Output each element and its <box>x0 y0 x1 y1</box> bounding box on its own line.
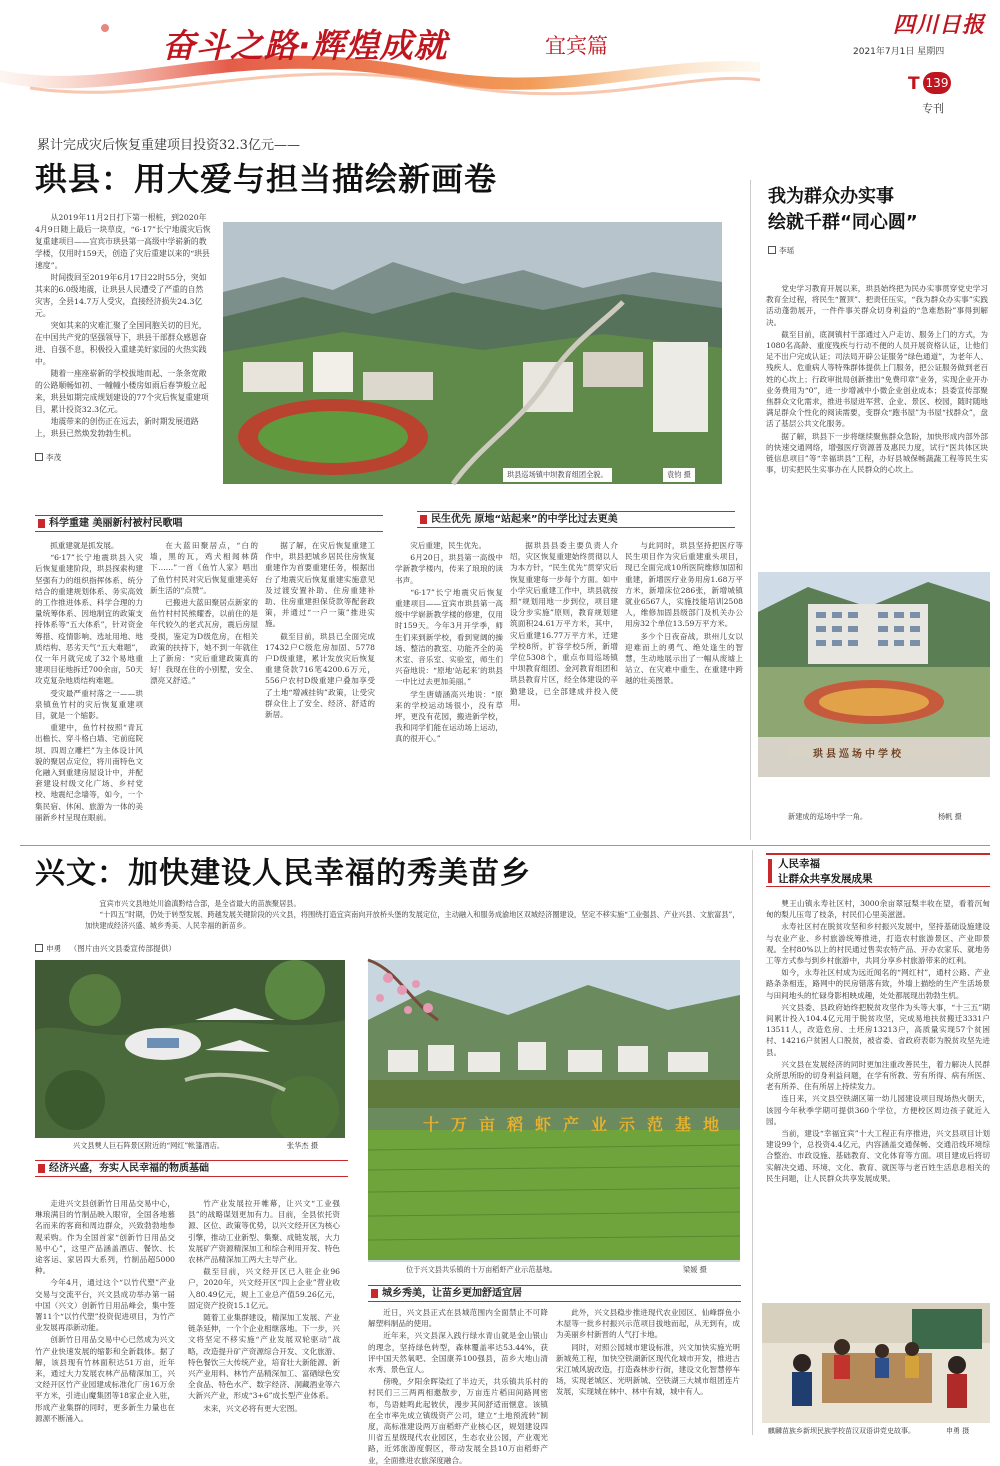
xingwen-section2-heading: 城乡秀美，让苗乡更加舒适宜居 <box>368 1285 741 1302</box>
gongxian-lead-p5: 地震带来的创伤正在远去，新时期发展道路上，珙县已然焕发勃勃生机。 <box>35 417 199 438</box>
gongxian-s2-p3: “6·17”长宁地震灾后恢复重建项目——宜宾市珙县第一高级中学崭新教学楼的修建，仅用时159天。今年3月开学季，师生们来到新学校，看到宽阔的操场、整洁的教室、功能齐全的美术室、音乐室、实验室，师生们兴奋地说：“原地‘站起来’的珙县一中比过去更加美丽。” <box>395 587 503 687</box>
xingwen-photo2 <box>368 960 740 1280</box>
xingwen-sb-p5: 兴文县在发展经济的同时更加注重改善民生，着力解决人民群众所思所盼的切身利益问题，在学有所教、劳有所得、病有所医、老有所养、住有所居上持续发力。 <box>766 1059 990 1092</box>
page-number-badge: 139 <box>923 72 951 94</box>
gongxian-lead-p4: 随着一座座崭新的学校拔地而起、一条条宽敞的公路顺畅如初、一幢幢小楼房如雨后春笋般立起来，珙县如期完成规划建设的77个灾后恢复重建项目，累计投资32.3亿元。 <box>35 369 209 414</box>
xingwen-photo-note: （图片由兴文县委宣传部提供） <box>69 944 176 953</box>
sidebar-body <box>766 283 988 568</box>
gongxian-lead <box>35 212 211 438</box>
gongxian-section2-col3 <box>625 540 743 840</box>
xingwen-s1-p7: 未来，兴文必将有更大宏图。 <box>203 1403 302 1413</box>
sidebar-p1: 党史学习教育开展以来，珙县始终把为民办实事贯穿党史学习教育全过程，将民生“置顶”、把责任压实，“我为群众办实事”实践活动蓬勃展开，一件件事关群众切身利益的“急难愁盼”事得到解决。 <box>766 284 988 327</box>
gongxian-author: 李茂 <box>35 452 61 463</box>
gongxian-s1-p3: 受灾最严重村落之一——珙泉镇鱼竹村的灾后恢复重建项目，就是一个缩影。 <box>35 688 143 721</box>
photo2-banner-text: 十万亩稻虾产业示范基地 <box>423 1115 732 1134</box>
xingwen-sidebar-title-line2: 让群众共享发展成果 <box>778 873 873 885</box>
gongxian-s1-p4: 重建中，鱼竹村按照“青瓦出檐长、穿斗格白墙、宅前庭院坝、四周立雕栏”为主体设计风貌的聚居点定位，将川南特色文化融入到重建房屋设计中，并配套建设村级文化广场、乡村党校、地震纪念墙等，如今，一个集民宿、休闲、旅游为一体的美丽新乡村呈现在眼前。 <box>35 723 143 822</box>
school-building-image <box>758 572 990 834</box>
gongxian-s1-p5: 在大蓝田聚居点，“白的墙，黑的瓦，鸡犬相闻林荫下……”一首《鱼竹人家》唱出了鱼竹村民对灾后恢复重建美好新生活的“点赞”。 <box>150 541 258 595</box>
xingwen-s2-p3: 傍晚，夕阳余晖染红了半边天，共乐镇共乐村的村民们三三两两相邀散步，万亩连片稻田间路网密布，鸟语蛙鸣此起彼伏，漫步其间舒适而惬意。该镇在全市率先成立镇级资产公司，建立“土地预流转”制度，高标准建设两万亩稻虾产业核心区，规划建设四川省五星级现代农业园区，生态农业公园，产业观光路，近郊旅游度假区，带动发展全县10万亩稻虾产业，全面推进农旅深度融合。 <box>368 1377 548 1465</box>
gongxian-lead-p2: 时间拨回至2019年6月17日22时55分，突如其来的6.0级地震，让珙县人民遭受了严重的自然灾害，全县14.7万人受灾，直接经济损失24.3亿元。 <box>35 273 207 318</box>
banner-region: 宜宾篇 <box>545 34 608 58</box>
tent-hotel-image <box>35 960 345 1155</box>
masthead <box>0 0 1000 120</box>
xingwen-sidebar-title-box <box>766 853 990 887</box>
school-gate-text: 珙县巡场中学校 <box>813 749 904 760</box>
xingwen-sb-p6: 连日来，兴文县空铁湖区第一幼儿园建设项目现场热火朝天，该园今年秋季学期可提供360个学位，方便校区周边孩子就近入园。 <box>766 1094 990 1126</box>
gongxian-school-photo-credit: 杨帆 摄 <box>938 812 962 821</box>
xingwen-lead <box>85 898 745 938</box>
title-box-marker <box>768 859 772 883</box>
gongxian-lead-p3: 突如其来的灾难汇聚了全国同胞关切的目光，在中国共产党的坚强领导下，珙县干部群众感恩奋进、自强不息，积极投入重建美好家园的火热实践中。 <box>35 321 207 366</box>
gongxian-s2-p6: 与此同时，珙县坚持把医疗等民生项目作为灾后重建重头项目，现已全面完成10所医院维修加固和重建，新增医疗业务用房1.68万平方米，新增床位286张，新增城镇就业6567人，实施技能培训2508人，维修加固县级部门及机关办公用房32个单位13.59万平方米。 <box>625 541 743 629</box>
xingwen-sb-p4: 兴文县委、县政府始终把脱贫攻坚作为头等大事，“十三五”期间累计投入104.4亿元用于脱贫攻坚，完成易地扶贫搬迁3331户13511人，改造危房、土坯房13213户，高质量实现57个贫困村、14216户贫困人口脱贫，被省委、省政府表彰为脱贫攻坚先进县。 <box>766 1002 990 1057</box>
xingwen-s1-p2: 今年4月，通过这个“以竹代塑”产业交易与交流平台，兴文县成功举办第一届中国（兴文）创新竹日用品峰会，集中签署11个“以竹代塑”投资促进项目，为竹产业发展再添新动能。 <box>35 1278 175 1333</box>
gongxian-section2-heading: 民生优先 原地“站起来”的中学比过去更美 <box>417 511 735 528</box>
gongxian-s1-p6: 已搬进大蓝田聚居点新家的鱼竹村村民熊耀香，以前住的是年代较久的老式瓦房，震后房屋受损，鉴定为D级危房，在相关政策的扶持下，她不到一年就住上了新房：“灾后重建政策真的好！我现在住的小别墅，安全、漂亮又舒适。” <box>150 598 258 686</box>
xingwen-byline <box>35 943 176 954</box>
xingwen-photo3-caption: 麒麟苗族乡新坝民族学校苗汉双语讲党史故事。 <box>768 1427 915 1435</box>
gongxian-section1-heading: 科学重建 美丽新村被村民歌唱 <box>35 515 383 532</box>
xingwen-section1-col1 <box>35 1198 175 1440</box>
gongxian-s2-p5: 据珙县县委主要负责人介绍，灾区恢复重建始终贯彻以人为本方针，“民生优先”贯穿灾后恢复重建每一步每个方面。如中小学灾后重建工作中，珙县就按照“规划用地一步到位，项目建设分步实施”原则，教育规划建筑面积24.61万平方米，其中，灾后重建16.77万平方米，迁建学校8所，扩容学校5所，新增学位5308个，重点布局巡场镇中坝教育组团、金河教育组团和珙县教育片区，经全体建设的辛勤建设，已全部建成并投入使用。 <box>510 541 618 707</box>
gongxian-kicker: 累计完成灾后恢复重建项目投资32.3亿元—— <box>37 138 300 153</box>
xingwen-section1-col2 <box>188 1198 340 1440</box>
xingwen-photo2-credit: 梁媛 摄 <box>683 1265 707 1274</box>
xingwen-author: 申勇 <box>35 944 61 953</box>
gongxian-school-photo <box>758 572 990 834</box>
xingwen-s2-p5: 同时，对照公园城市建设标准，兴文加快实施光明新城苑工程，加快空铁湖新区现代化城市开发，推进古宋江城风貌改造，打造森林步行街，建设文化智慧停车场，实现老城区、光明新城、空铁湖三大城市组团连片发展，实现城在林中、林中有城，城中有人。 <box>556 1342 740 1397</box>
xingwen-photo1-caption: 兴文县僰人巨石阵景区附近的“网红”帐篷酒店。 <box>73 1141 225 1150</box>
xingwen-sb-p7: 当前，建设“幸福宜宾”十大工程正有序推进，兴文县项目计划建设99个，总投资4.4亿元，内容涵盖交通保畅、交通沿线环境综合整治、市政设施、基础教育、文化体育等方面。项目建成后将切实解决交通、环境、文化、教育、就医等与老百姓生活息息相关的民生问题，让人民群众共享发展成果。 <box>766 1129 990 1183</box>
xingwen-sb-p2: 永寿社区村在脱贫攻坚和乡村振兴发展中，坚持基础设施建设与农业产业、乡村旅游统筹推进，打造农村旅游景区、产业即景观。全村80%以上的村民通过售卖农特产品、开办农家乐、就地务工等方式参与到乡村旅游中，共同分享乡村旅游带来的红利。 <box>766 922 990 966</box>
xingwen-sidebar-title-line1: 人民幸福 <box>778 858 820 870</box>
gongxian-s2-p2: 6月20日，珙县第一高级中学新教学楼内，传来了琅琅的读书声。 <box>395 553 503 585</box>
gongxian-section1-col3 <box>265 540 375 840</box>
sidebar-divider <box>750 180 751 840</box>
issue-date: 2021年7月1日 星期四 <box>853 47 945 57</box>
gongxian-lead-p1: 从2019年11月2日打下第一根桩，到2020年4月9日随上最后一块草皮，“6·17”长宁地震灾后恢复重建项目——宜宾市珙县第一高级中学崭新的教学楼，仅用时159天，创造了灾后重建以来的“珙县速度”。 <box>35 213 211 270</box>
gongxian-s1-p8: 截至目前，珙县已全面完成17432户C级危房加固、5778户D级重建，累计发放灾后恢复重建贷款716笔4200.6万元，556户农村D级重建户叠加享受了土地“增减挂钩”政策，让受灾群众住上了安全、经济、舒适的新居。 <box>265 631 375 720</box>
xingwen-headline: 兴文：加快建设人民幸福的秀美苗乡 <box>35 856 531 891</box>
gongxian-school-photo-caption: 新建成的巡场中学一角。 <box>788 812 868 821</box>
xingwen-s1-p6: 随着工业集群建设，精深加工发展、产业链条延伸，一个个企业相继落地。下一步，兴文将坚定不移实施“产业发展双轮驱动”战略，改造提升矿产资源综合开发、文化旅游、特色餐饮三大传统产业，培育壮大新能源、新兴产业用料、林竹产品精深加工、富硒绿色安全食品、特色水产、数字经济、洞藏酒业等六大新兴产业，形成“3+6”成长型产业体系。 <box>188 1313 340 1401</box>
gongxian-s2-p7: 多少个日夜奋战，珙州儿女以迎难而上的勇气、绝处逢生的智慧，生动地展示出了一幅从废墟上站立、在灾难中重生、在重建中跨越的壮美图景。 <box>625 631 743 686</box>
sidebar-title-line1: 我为群众办实事 <box>768 186 894 207</box>
article-divider <box>20 845 990 846</box>
gongxian-landscape-image <box>223 222 722 484</box>
xingwen-photo3-credit: 申勇 摄 <box>946 1427 970 1435</box>
xingwen-s1-p4: 竹产业发展拉开帷幕，让兴文“工业强县”的战略谋划更加有力。目前，全县依托资源、区位、政策等优势，以兴文经开区为核心引擎，推动工业新型、集聚、成链发展，大力发展矿产资源精深加工和综合利用开发、特色农林产品精深加工两大主导产业。 <box>188 1199 340 1265</box>
xingwen-section2-col1 <box>368 1307 548 1465</box>
gongxian-main-photo <box>223 222 722 484</box>
classroom-image <box>762 1303 990 1440</box>
gongxian-s2-p4: 学生唐婧涵高兴地说：“原来的学校运动场很小，没有草坪，更没有花园，搬进新学校，我和同学们能在运动场上运动，真的很开心。” <box>395 689 503 744</box>
gongxian-s1-p2: “6·17”长宁地震珙县入灾后恢复重建阶段，珙县探索构建坚强有力的组织指挥体系、统分结合的重建规划体系、务实高效的工作推进体系、科学合理的力量统筹体系、因地制宜的政策支持体系等“五大体系”，针对资金筹措、疫情影响、选址用地、地质结构、恶劣天气“五大难题”，仅一年月就完成了32个易地重建项目征地拆迁700余亩，50天攻克复杂地质结构难题。 <box>35 553 143 686</box>
xingwen-photo1-credit: 张华杰 摄 <box>287 1141 319 1150</box>
gongxian-section1-col1 <box>35 540 143 840</box>
page-letter: T <box>908 74 920 94</box>
xingwen-lead-p2: “十四五”时期，仍处于转型发展、跨越发展关键阶段的兴文县，将围绕打造宜宾南向开放桥头堡的发展定位，主动融入和服务成渝地区双城经济圈建设，坚定不移实施“工业强县、产业兴县、文旅富县”，加快建成经济兴盛、城乡秀美、人民幸福的新苗乡。 <box>85 910 740 930</box>
xingwen-s2-p4: 此外，兴文县稳步推进现代农业园区、仙峰群鱼小木屋等一批乡村振兴示范项目拔地而起，从无到有，成为美丽乡村新晋的人气打卡地。 <box>556 1308 740 1340</box>
sidebar-p3: 据了解，珙县下一步将继续聚焦群众急盼，加快形成内部外部的快速交通网络，增强医疗资源普及惠民力度，试行“医共体区块链信息项目”等“幸福珙县”工程，办好县城保畅蔬蔬工程等民生实事，切实把民生实事办在人民群众的心坎上。 <box>766 431 988 475</box>
xingwen-section1-heading: 经济兴盛，夯实人民幸福的物质基础 <box>35 1160 348 1177</box>
gongxian-section2-col1 <box>395 540 503 840</box>
gongxian-section1-col2 <box>150 540 258 840</box>
xingwen-sidebar-body <box>766 898 990 1300</box>
xingwen-s2-p1: 近日，兴文县正式在县城范围内全面禁止不可降解塑料制品的使用。 <box>368 1308 548 1329</box>
xingwen-sidebar-divider <box>752 850 753 1435</box>
xingwen-photo1 <box>35 960 345 1155</box>
xingwen-sb-p1: 僰王山镇永寿社区村，3000余亩翠冠梨丰收在望，看着沉甸甸的梨儿压弯了枝条，村民们心里美滋滋。 <box>766 899 990 920</box>
xingwen-s2-p2: 近年来，兴文县深入践行绿水青山就是金山银山的理念，坚持绿色转型，森林覆盖率达53.44%，获评中国天然氧吧、全国康养100强县，苗乡大地山清水秀、景色宜人。 <box>368 1331 548 1375</box>
sidebar-p2: 截至目前，底洞镇村干部通过入户走访、服务上门的方式，为1080名高龄、重度残疾与行动不便的人员开展资格认证，让他们足不出户完成认证；司法局开辟公证服务“绿色通道”，为老年人、残疾人、危重病人等特殊群体提供上门服务，把公证服务做到老百姓的心坎上；行政审批局创新推出“免费印章”业务，实现企业开办业务费用为“0”，进一步增减中小微企业创业成本；县委宣传部聚焦群众文化需求，推进书屋进军营、企业、景区、校园，随时随地满足群众个性化的阅读需要，变群众“跑书屋”为书屋“找群众”，盘活了基层公共文化服务。 <box>766 329 988 429</box>
xingwen-sb-p3: 如今，永寿社区村成为远近闻名的“网红村”，通村公路、产业路条条相连，路网中的民房错落有致，外墙上描绘的生产生活场景与田间地头的忙碌身影相映成趣，处处都展现出勃勃生机。 <box>766 968 990 1000</box>
sidebar-title-line2: 绘就千群“同心圆” <box>768 212 918 233</box>
gongxian-s1-p1: 抓重建就是抓发展。 <box>50 541 119 550</box>
gongxian-main-photo-caption: 珙县巡场镇中坝教育组团全貌。 <box>503 468 612 482</box>
gongxian-headline: 珙县：用大爱与担当描绘新画卷 <box>35 160 498 198</box>
sidebar-author: 李瑶 <box>768 245 794 256</box>
xingwen-lead-p1: 宜宾市兴文县地处川渝滇黔结合部，是全省最大的苗族聚居县。 <box>99 899 301 908</box>
xingwen-s1-p3: 创新竹日用品交易中心已然成为兴文竹产业快速发展的缩影和全新载体。据了解，该县现有竹林面积达51万亩，近年来，通过大力发展农林产品精深加工，兴文经开区竹产业园建成标准化厂房16万余平方米，引进山魔集团等18家企业入驻，形成产业集群的同时，更多新生力量也在源源不断涌入。 <box>35 1335 175 1423</box>
gongxian-main-photo-credit: 袁钧 摄 <box>663 468 695 482</box>
gongxian-section2-col2 <box>510 540 618 840</box>
paper-logo: 四川日报 <box>893 12 986 38</box>
banner-title: 奋斗之路·辉煌成就 <box>162 26 448 65</box>
xingwen-s1-p5: 截至目前，兴文经开区已入驻企业96户，2020年，兴文经开区“四上企业”营业收入80.49亿元，规上工业总产值59.26亿元，固定资产投资15.1亿元。 <box>188 1267 340 1310</box>
gongxian-s2-p1: 灾后重建，民生优先。 <box>410 541 487 550</box>
section-label: 专刊 <box>922 102 944 115</box>
xingwen-section2-col2 <box>556 1307 740 1440</box>
xingwen-photo3 <box>762 1303 990 1440</box>
gongxian-s1-p7: 据了解，在灾后恢复重建工作中，珙县把城乡居民住房恢复重建作为首要重建任务，根据出台了地震灾后恢复重建实施意见及过渡安置补助、住房重建补助、住房重建担保贷款等配套政策，并通过“一户一策”推进实施。 <box>265 541 375 629</box>
xingwen-photo2-caption: 位于兴文县共乐镇的十万亩稻虾产业示范基地。 <box>406 1265 557 1274</box>
xingwen-s1-p1: 走进兴文县创新竹日用品交易中心，琳琅满目的竹制品映入眼帘，全国各地慕名而来的客商和周边群众，兴致勃勃地参观采购。作为全国首家“创新竹日用品交易中心”，这里产品涵盖酒店、餐饮、长途客运、家居四大系列，竹制品超5000种。 <box>35 1199 175 1276</box>
